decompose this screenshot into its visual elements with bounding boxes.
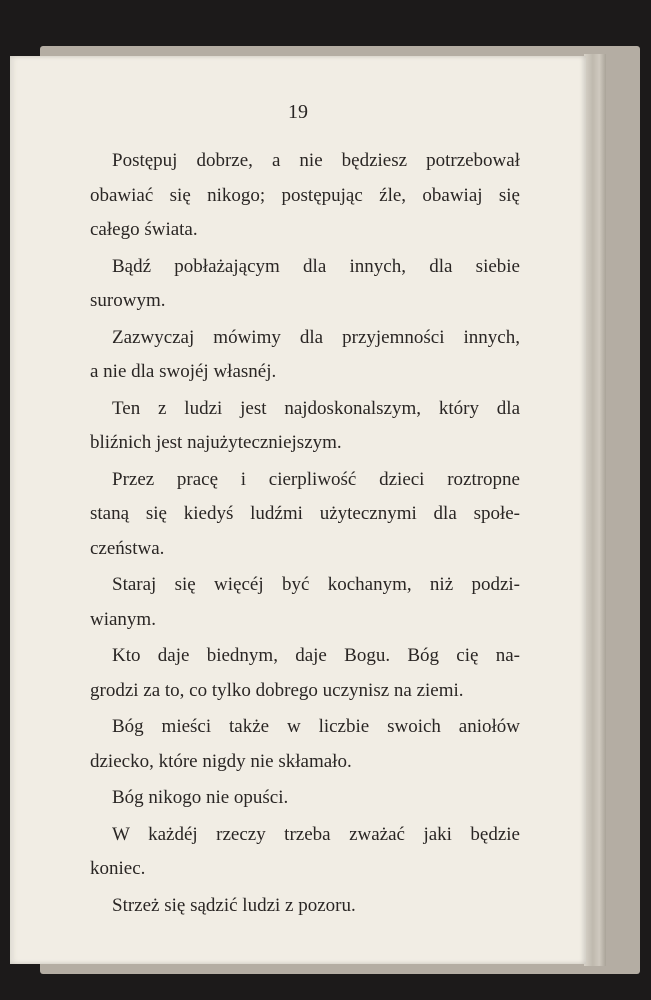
- text-line: wianym.: [90, 608, 156, 630]
- text-line: koniec.: [90, 858, 146, 879]
- text-line: Staraj się więcéj być kochanym, niż podzi-: [112, 574, 520, 595]
- book-page: [10, 56, 586, 964]
- paragraph: [90, 818, 520, 887]
- paragraph: [90, 781, 520, 816]
- text-line: obawiać się nikogo; postępując źle, obawiaj się: [90, 184, 520, 206]
- paragraph: [90, 250, 520, 319]
- text-line: Kto daje biednym, daje Bogu. Bóg cię na-: [112, 645, 520, 666]
- text-line: Bądź pobłażającym dla innych, dla siebie: [112, 255, 520, 277]
- text-line: a nie dla swojéj własnéj.: [90, 361, 277, 382]
- paragraph: [90, 889, 520, 924]
- text-line: całego świata.: [90, 219, 198, 240]
- text-line: Postępuj dobrze, a nie będziesz potrzebował: [112, 150, 520, 171]
- paragraph: [90, 710, 520, 779]
- text-line: Bóg mieści także w liczbie swoich aniołów: [112, 716, 520, 737]
- text-line: Przez pracę i cierpliwość dzieci roztropne: [112, 468, 520, 490]
- text-line: surowym.: [90, 290, 166, 311]
- text-line: Zazwyczaj mówimy dla przyjemności innych,: [112, 326, 520, 348]
- text-line: Strzeż się sądzić ludzi z pozoru.: [112, 894, 356, 916]
- text-line: czeństwa.: [90, 537, 165, 559]
- text-line: grodzi za to, co tylko dobrego uczynisz na ziemi.: [90, 679, 464, 701]
- text-line: W każdéj rzeczy trzeba zważać jaki będzie: [112, 823, 520, 845]
- text-line: staną się kiedyś ludźmi użytecznymi dla społe-: [90, 503, 520, 524]
- text-line: bliźnich jest najużyteczniejszym.: [90, 432, 342, 453]
- text-line: Bóg nikogo nie opuści.: [112, 787, 289, 808]
- paragraph: [90, 568, 520, 637]
- paragraph: [90, 144, 520, 248]
- text-line: dziecko, które nigdy nie skłamało.: [90, 750, 352, 772]
- paragraph: [90, 639, 520, 708]
- text-line: Ten z ludzi jest najdoskonalszym, który dla: [112, 397, 520, 419]
- paragraph: [90, 463, 520, 567]
- paragraph: [90, 321, 520, 390]
- page-text: [90, 144, 520, 925]
- paragraph: [90, 392, 520, 461]
- page-number: 19: [288, 101, 308, 123]
- page-stack-edge: [584, 54, 606, 966]
